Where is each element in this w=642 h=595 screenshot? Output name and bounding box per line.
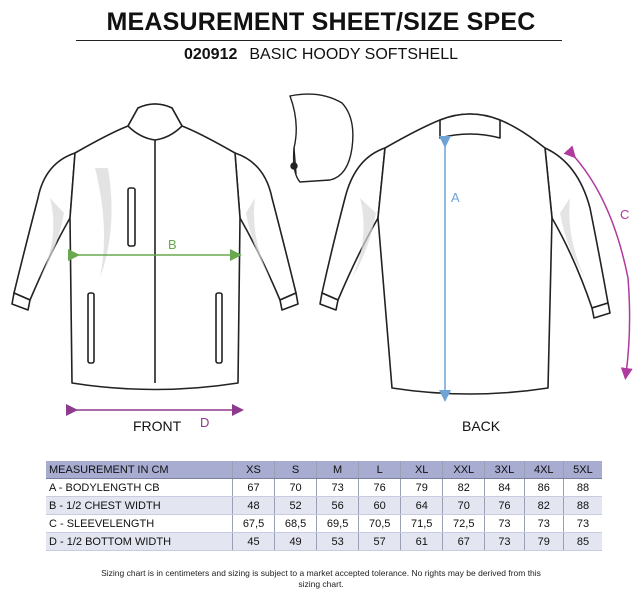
table-cell: 48 <box>233 497 275 515</box>
table-cell: 60 <box>359 497 401 515</box>
table-cell: 79 <box>524 533 563 551</box>
sizing-disclaimer: Sizing chart is in centimeters and sizing is subject to a market accepted tolerance. No rights may be derived from this sizing chart. <box>101 568 541 589</box>
table-cell: 71,5 <box>401 515 443 533</box>
size-spec-table <box>46 461 602 551</box>
table-cell: C - SLEEVELENGTH <box>46 515 233 533</box>
table-cell: 57 <box>359 533 401 551</box>
marker-c: C <box>620 207 630 222</box>
product-code: 020912 <box>183 46 238 63</box>
table-cell: 53 <box>317 533 359 551</box>
table-cell: 85 <box>563 533 602 551</box>
table-cell: 73 <box>317 479 359 497</box>
table-row <box>46 479 602 497</box>
table-cell: 69,5 <box>317 515 359 533</box>
table-header-cell: XS <box>233 461 275 479</box>
table-cell: 61 <box>401 533 443 551</box>
table-header-cell: XL <box>401 461 443 479</box>
table-cell: 82 <box>524 497 563 515</box>
back-body <box>378 114 552 394</box>
table-cell: 79 <box>401 479 443 497</box>
table-cell: 73 <box>485 533 524 551</box>
table-cell: 67 <box>443 533 485 551</box>
table-cell: 73 <box>485 515 524 533</box>
table-cell: 88 <box>563 479 602 497</box>
table-cell: 72,5 <box>443 515 485 533</box>
table-header-cell: L <box>359 461 401 479</box>
table-header-cell: MEASUREMENT IN CM <box>46 461 233 479</box>
table-cell: 67,5 <box>233 515 275 533</box>
front-left-sleeve <box>14 153 75 300</box>
table-cell: D - 1/2 BOTTOM WIDTH <box>46 533 233 551</box>
product-subtitle <box>0 46 642 64</box>
page-title: MEASUREMENT SHEET/SIZE SPEC <box>106 8 536 36</box>
table-header-cell: S <box>275 461 317 479</box>
front-right-sleeve <box>235 153 296 300</box>
marker-b: B <box>168 237 177 252</box>
table-cell: 45 <box>233 533 275 551</box>
back-collar <box>440 114 500 138</box>
table-cell: 56 <box>317 497 359 515</box>
table-cell: 49 <box>275 533 317 551</box>
table-cell: 70,5 <box>359 515 401 533</box>
table-header-row <box>46 461 602 479</box>
marker-a: A <box>451 190 460 205</box>
table-row <box>46 515 602 533</box>
product-name: BASIC HOODY SOFTSHELL <box>249 46 459 63</box>
front-label: FRONT <box>133 418 182 434</box>
table-cell: 76 <box>359 479 401 497</box>
table-cell: 88 <box>563 497 602 515</box>
table-cell: 52 <box>275 497 317 515</box>
table-row <box>46 497 602 515</box>
table-header-cell: M <box>317 461 359 479</box>
table-cell: 76 <box>485 497 524 515</box>
table-cell: 67 <box>233 479 275 497</box>
table-cell: 70 <box>443 497 485 515</box>
table-header-cell: 5XL <box>563 461 602 479</box>
table-cell: 84 <box>485 479 524 497</box>
back-label: BACK <box>462 418 501 434</box>
hood <box>290 94 353 182</box>
table-cell: 68,5 <box>275 515 317 533</box>
back-right-sleeve <box>545 148 608 308</box>
table-cell: 64 <box>401 497 443 515</box>
table-header-cell: 4XL <box>524 461 563 479</box>
table-cell: 70 <box>275 479 317 497</box>
table-cell: B - 1/2 CHEST WIDTH <box>46 497 233 515</box>
table-cell: 82 <box>443 479 485 497</box>
title-divider <box>76 40 562 41</box>
table-cell: A - BODYLENGTH CB <box>46 479 233 497</box>
table-header-cell: XXL <box>443 461 485 479</box>
marker-d: D <box>200 415 210 430</box>
table-cell: 73 <box>563 515 602 533</box>
table-cell: 73 <box>524 515 563 533</box>
table-row <box>46 533 602 551</box>
table-header-cell: 3XL <box>485 461 524 479</box>
table-cell: 86 <box>524 479 563 497</box>
